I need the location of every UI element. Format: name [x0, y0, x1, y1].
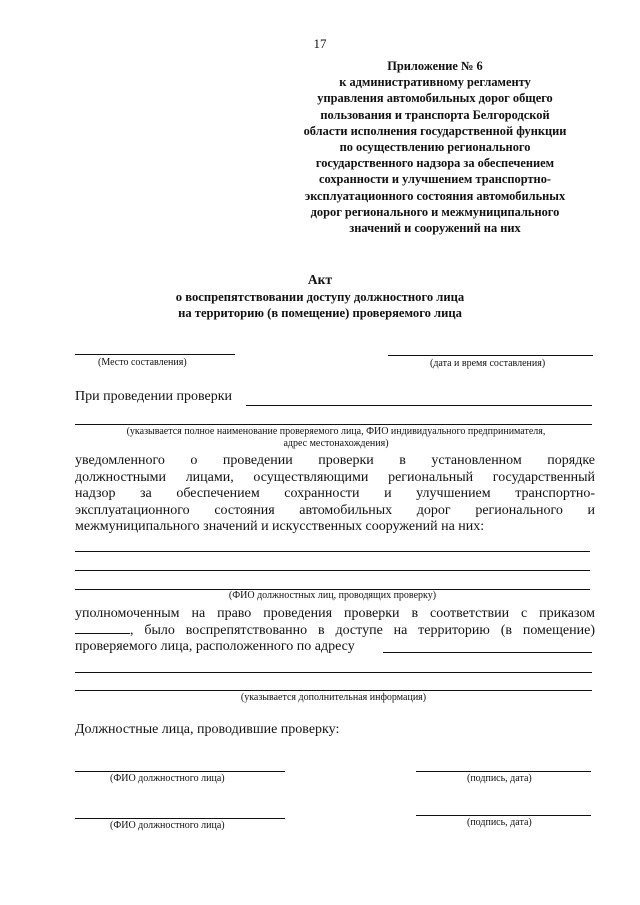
officials-caption: (ФИО должностных лиц, проводящих проверку)	[228, 590, 437, 601]
act-title: Акт	[307, 272, 333, 287]
appendix-line: Приложение № 6	[387, 59, 483, 73]
paragraph-line: надзор за обеспечением сохранности и улучшением транспортно-	[75, 486, 595, 501]
signature-caption: (подпись, дата)	[467, 773, 532, 784]
act-subtitle-line: на территорию (в помещение) проверяемого лица	[178, 306, 462, 320]
appendix-line: значений и сооружений на них	[349, 221, 521, 236]
paragraph-line-order	[75, 623, 595, 640]
act-title-block	[0, 272, 640, 322]
page-number: 17	[313, 36, 327, 51]
paragraph-line: проверяемого лица, расположенного по адресу	[75, 639, 355, 654]
place-caption: (Место составления)	[98, 357, 187, 368]
datetime-field-line[interactable]	[388, 355, 593, 356]
address-field-line[interactable]	[383, 652, 592, 653]
inspected-caption-line: адрес местонахождения)	[283, 438, 389, 449]
paragraph-notification	[75, 453, 595, 536]
additional-info-line[interactable]	[75, 690, 592, 691]
inspection-label: При проведении проверки	[75, 389, 232, 404]
inspected-entity-line[interactable]	[75, 424, 592, 425]
paragraph-line: эксплуатационного состояния автомобильных дорог регионального и	[75, 502, 595, 518]
paragraph-line: уведомленного о проведении проверки в установленном порядке	[75, 453, 595, 468]
officials-label: Должностные лица, проводившие проверку:	[75, 722, 340, 737]
paragraph-line: межмуниципального значений и искусственных сооружений на них:	[75, 519, 485, 534]
appendix-line: государственного надзора за обеспечением	[315, 156, 555, 171]
datetime-caption: (дата и время составления)	[430, 358, 546, 369]
fio-caption: (ФИО должностного лица)	[110, 773, 225, 784]
additional-caption: (указывается дополнительная информация)	[240, 692, 427, 703]
appendix-line: по осуществлению регионального	[339, 140, 531, 155]
officials-field-line[interactable]	[75, 551, 590, 552]
signature-field-line[interactable]	[416, 771, 591, 772]
act-subtitle-line: о воспрепятствовании доступу должностного лица	[175, 289, 465, 304]
inspected-caption-line: (указывается полное наименование проверяемого лица, ФИО индивидуального предпринимателя,	[126, 426, 546, 437]
appendix-line: дорог регионального и межмуниципального	[310, 204, 560, 219]
place-field-line[interactable]	[75, 354, 235, 355]
appendix-header	[255, 58, 615, 236]
paragraph-authorization	[75, 606, 595, 656]
appendix-line: управления автомобильных дорог общего	[317, 91, 553, 106]
appendix-line: к административному регламенту	[339, 75, 531, 90]
paragraph-line-rest: , было воспрепятствованно в доступе на территорию (в помещение)	[130, 622, 595, 638]
appendix-line: сохранности и улучшением транспортно-	[318, 172, 552, 187]
inspection-field-line[interactable]	[246, 405, 592, 406]
officials-field-line[interactable]	[75, 570, 590, 571]
appendix-line: области исполнения государственной функции	[303, 123, 567, 138]
additional-info-line[interactable]	[75, 672, 592, 673]
order-number-field[interactable]	[75, 623, 130, 634]
fio-caption: (ФИО должностного лица)	[110, 820, 225, 831]
appendix-line: пользования и транспорта Белгородской	[320, 107, 550, 122]
signature-caption: (подпись, дата)	[467, 817, 532, 828]
fio-field-line[interactable]	[75, 771, 285, 772]
paragraph-line: должностными лицами, осуществляющими региональный государственный	[75, 469, 595, 485]
fio-field-line[interactable]	[75, 818, 285, 819]
appendix-line: эксплуатационного состояния автомобильных	[304, 188, 566, 203]
signature-field-line[interactable]	[416, 815, 591, 816]
paragraph-line: уполномоченным на право проведения проверки в соответствии с приказом	[75, 606, 595, 621]
